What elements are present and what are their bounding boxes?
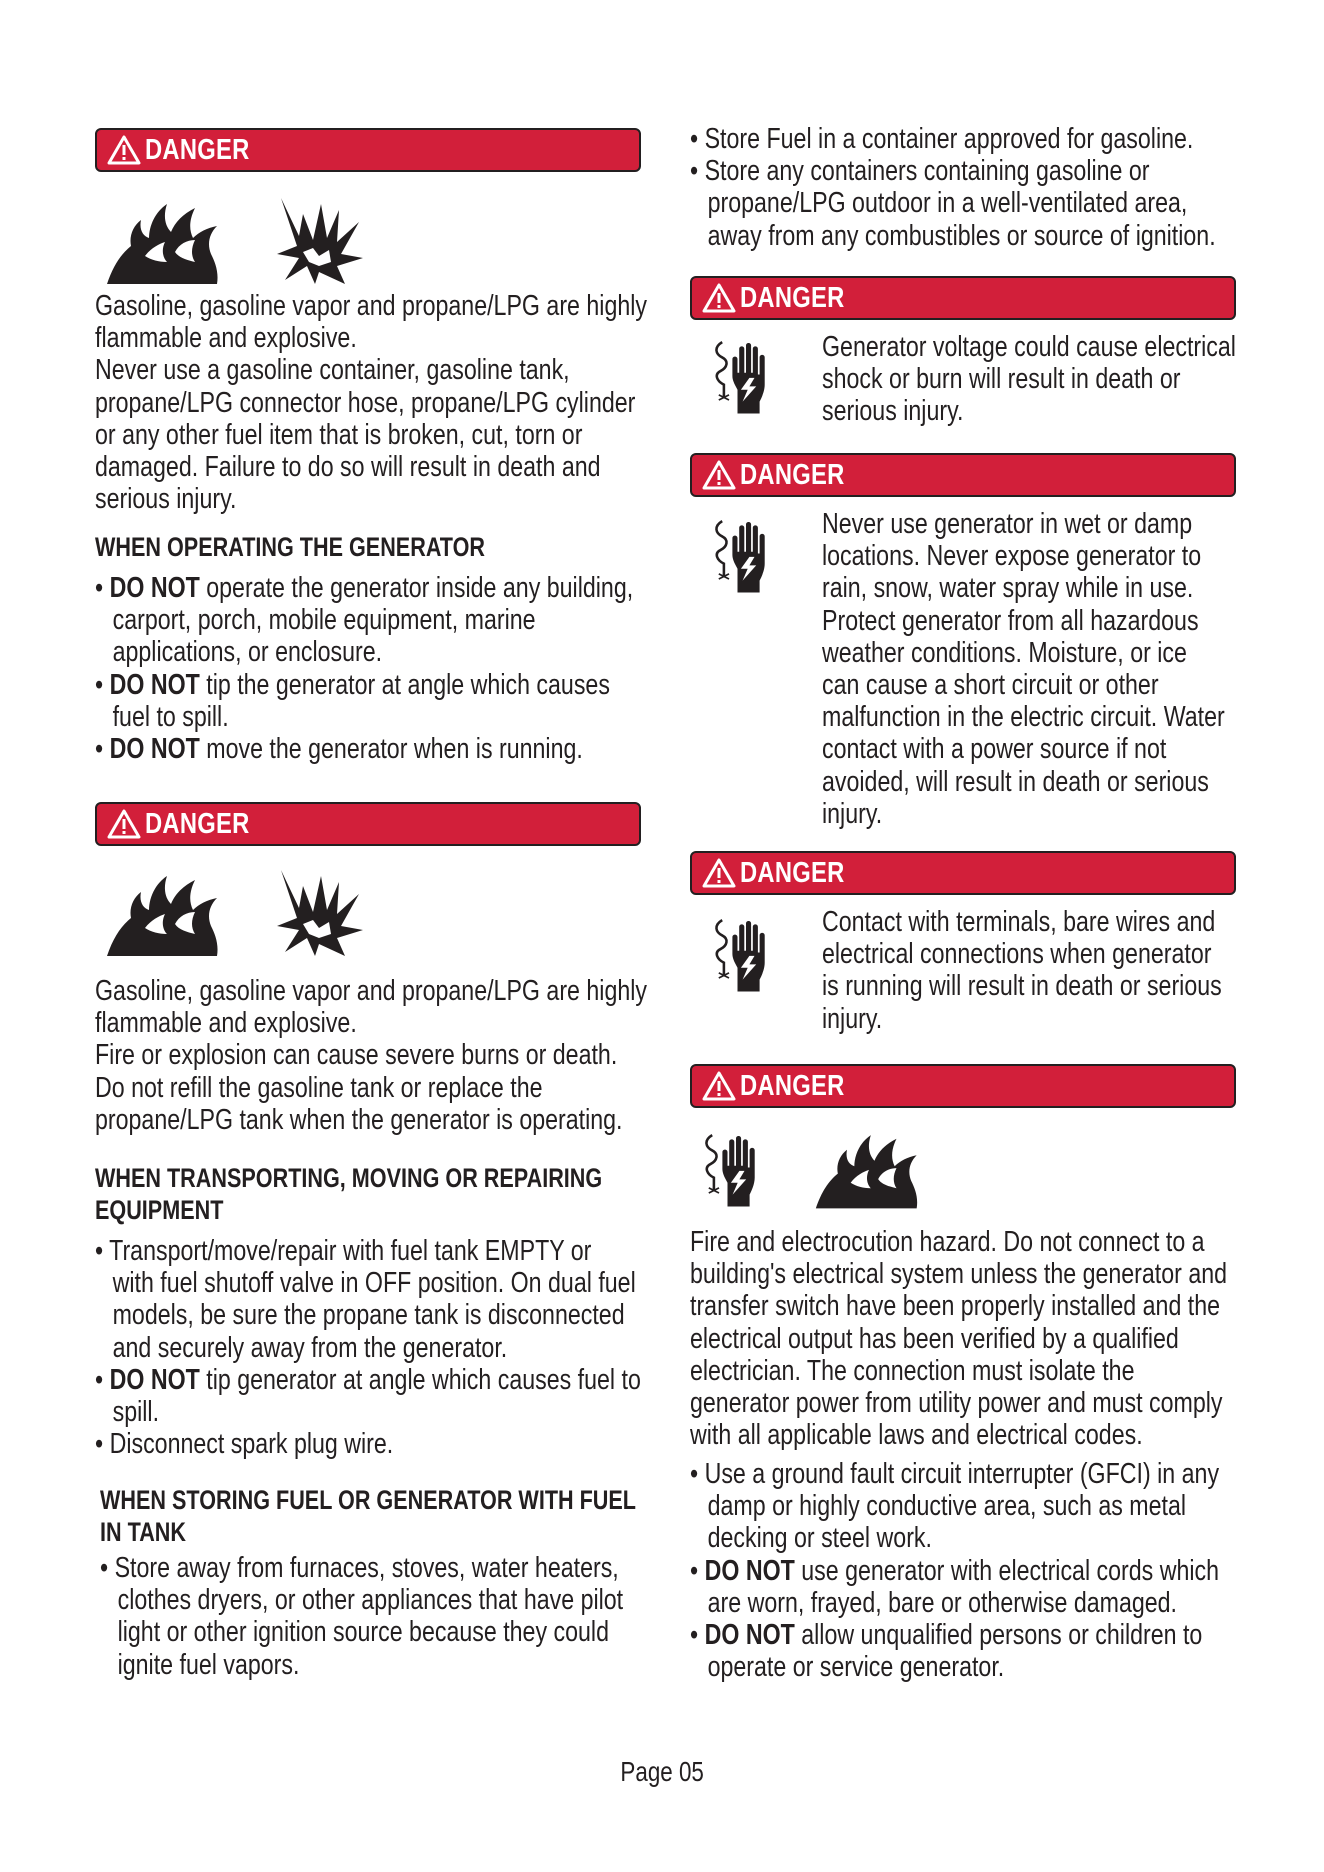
fuel-hazard-text: Gasoline, gasoline vapor and propane/LPG are highly flammable and explosive. Never use a gasoline container, gasoline tank, propane/LPG connector hose, propane/LPG cylinder or any other fuel item that is broken, cut, torn or damaged. Failure to do so will result in death and serious injury. <box>95 290 648 516</box>
list-item: • DO NOT use generator with electrical cords which <box>690 1554 1220 1587</box>
list-item: • Store any containers containing gasoline or <box>690 155 1150 188</box>
wet-location-hazard-text: Never use generator in wet or damp locations. Never expose generator to rain, snow, water spray while in use. Protect generator from all hazardous weather conditions. Moisture, or ice can cause a short circuit or other malfunction in the electric circuit. Water contact with a power source if not avoided, will result in death or serious injury. <box>822 508 1225 830</box>
list-item: • DO NOT tip generator at angle which causes fuel to <box>95 1363 641 1396</box>
list-item: • DO NOT allow unqualified persons or children to <box>690 1619 1203 1652</box>
terminal-contact-hazard-text: Contact with terminals, bare wires and electrical connections when generator is running will result in death or serious injury. <box>822 906 1222 1035</box>
electric-shock-hand-icon <box>712 334 780 420</box>
explosion-icon <box>275 868 365 958</box>
heading-transport: WHEN TRANSPORTING, MOVING OR REPAIRING EQUIPMENT <box>95 1163 603 1226</box>
list-item: • DO NOT tip the generator at angle which causes <box>95 668 610 701</box>
danger-banner: DANGER <box>690 851 1236 895</box>
shock-hazard-text: Generator voltage could cause electrical shock or burn will result in death or serious injury. <box>822 331 1236 428</box>
warning-triangle-icon <box>702 283 736 313</box>
fire-hazard-text: Gasoline, gasoline vapor and propane/LPG are highly flammable and explosive. Fire or explosion can cause severe burns or death. Do not refill the gasoline tank or replace the propane/LPG tank when the generator is operating. <box>95 975 648 1136</box>
list-item: • Transport/move/repair with fuel tank EMPTY or <box>95 1235 592 1267</box>
warning-triangle-icon <box>702 1071 736 1101</box>
operating-bullet-list: • DO NOT operate the generator inside any building, carport, porch, mobile equipment, marine applications, or enclosure. • DO NOT tip the generator at angle which causes fuel to spill. • DO NOT move the generator when is running. <box>95 572 634 766</box>
heading-storing: WHEN STORING FUEL OR GENERATOR WITH FUEL IN TANK <box>100 1485 637 1548</box>
danger-banner: DANGER <box>690 1064 1236 1108</box>
electric-shock-hand-icon <box>712 912 780 998</box>
list-item: • Store Fuel in a container approved for gasoline. <box>690 123 1194 155</box>
flame-icon <box>105 196 225 286</box>
list-item: • DO NOT move the generator when is running. <box>95 733 583 766</box>
danger-label: DANGER <box>145 133 250 166</box>
fire-electrocution-text: Fire and electrocution hazard. Do not connect to a building's electrical system unless the generator and transfer switch have been properly installed and the electrical output has been verified by a qualified electrician. The connection must isolate the generator power from utility power and must comply with all applicable laws and electrical codes. <box>690 1226 1228 1452</box>
danger-banner: DANGER <box>690 453 1236 497</box>
warning-triangle-icon <box>702 858 736 888</box>
danger-banner <box>95 128 641 172</box>
list-item: • DO NOT operate the generator inside any building, <box>95 572 634 604</box>
storing-bullet-list: • Store away from furnaces, stoves, water heaters, clothes dryers, or other appliances that have pilot light or other ignition source because they could ignite fuel vapors. <box>100 1552 624 1681</box>
transport-bullet-list: • Transport/move/repair with fuel tank EMPTY or with fuel shutoff valve in OFF position. On dual fuel models, be sure the propane tank is disconnected and securely away from the generator. • DO NOT tip generator at angle which causes fuel to spill. • Disconnect spark plug wire. <box>95 1235 641 1461</box>
electric-shock-hand-icon <box>712 513 780 599</box>
warning-triangle-icon <box>107 809 141 839</box>
explosion-icon <box>275 196 365 286</box>
list-item: • Use a ground fault circuit interrupter (GFCI) in any <box>690 1458 1220 1490</box>
list-item: • Disconnect spark plug wire. <box>95 1428 394 1461</box>
electrical-safety-bullet-list: • Use a ground fault circuit interrupter (GFCI) in any damp or highly conductive area, such as metal decking or steel work. • DO NOT use generator with electrical cords which are worn, frayed, bare or otherwise damaged. • DO NOT allow unqualified persons or children to operate or service generator. <box>690 1458 1220 1684</box>
electric-shock-hand-icon <box>702 1127 770 1213</box>
list-item: • Store away from furnaces, stoves, water heaters, <box>100 1552 619 1584</box>
warning-triangle-icon <box>702 460 736 490</box>
flame-icon <box>814 1127 924 1211</box>
heading-operating: WHEN OPERATING THE GENERATOR <box>95 532 486 562</box>
warning-triangle-icon <box>107 135 141 165</box>
flame-icon <box>105 868 225 958</box>
page-number: Page 05 <box>620 1756 704 1787</box>
fuel-storage-bullet-list: • Store Fuel in a container approved for gasoline. • Store any containers containing gasoline or propane/LPG outdoor in a well-ventilated area, away from any combustibles or source of ignition. <box>690 123 1216 252</box>
danger-banner: DANGER <box>95 802 641 846</box>
danger-banner: DANGER <box>690 276 1236 320</box>
